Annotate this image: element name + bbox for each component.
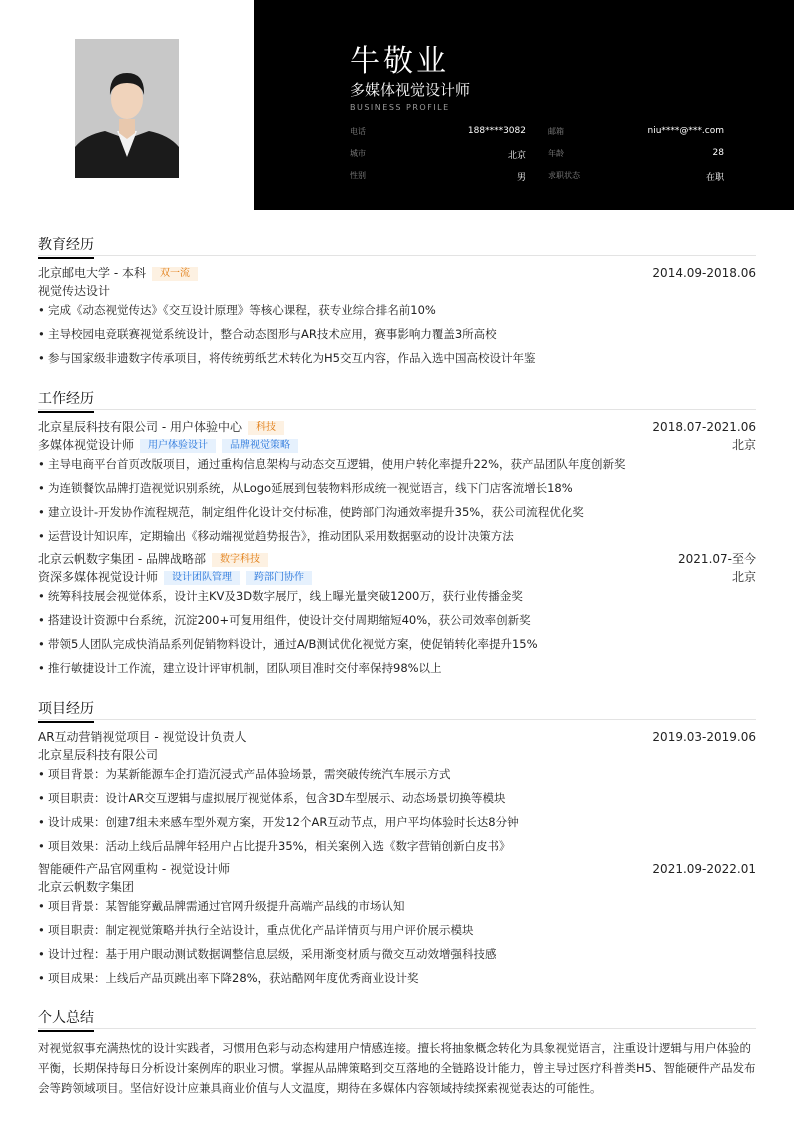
bullet-dot: • bbox=[38, 351, 45, 365]
bullet-text: 项目职责：制定视觉策略并执行全站设计，重点优化产品详情页与用户评价展示模块 bbox=[48, 923, 474, 937]
bullet-text: 为连锁餐饮品牌打造视觉识别系统，从Logo延展到包装物料形成统一视觉语言，线下门店客流增长18% bbox=[48, 481, 573, 495]
project-org: 北京云帆数字集团 bbox=[38, 880, 135, 894]
bullet-text: 项目效果：活动上线后品牌年轻用户占比提升35%，相关案例入选《数字营销创新白皮书》 bbox=[48, 839, 511, 853]
job-city: 北京 bbox=[731, 438, 756, 452]
bullet-text: 主导电商平台首页改版项目，通过重构信息架构与动态交互逻辑，使用户转化率提升22%，获产品团队年度创新奖 bbox=[48, 457, 626, 471]
job-city: 北京 bbox=[731, 570, 756, 584]
bullet-dot: • bbox=[38, 839, 45, 853]
bullet-text: 完成《动态视觉传达》《交互设计原理》等核心课程，获专业综合排名前10% bbox=[48, 303, 436, 317]
school-name: 北京邮电大学 - 本科 bbox=[38, 266, 146, 280]
info-value: 28 bbox=[712, 148, 724, 158]
job-role-row bbox=[38, 437, 756, 453]
bullet-dot: • bbox=[38, 529, 45, 543]
bullet-text: 设计成果：创建7组未来感车型外观方案，开发12个AR互动节点，用户平均体验时长达8分钟 bbox=[48, 815, 519, 829]
bullet-dot: • bbox=[38, 971, 45, 985]
bullet-text: 项目背景：为某新能源车企打造沉浸式产品体验场景，需突破传统汽车展示方式 bbox=[48, 767, 451, 781]
section-title-projects bbox=[38, 698, 94, 718]
info-value: 北京 bbox=[507, 151, 526, 161]
bullet-dot: • bbox=[38, 327, 45, 341]
section-title-text: 项目经历 bbox=[38, 701, 94, 717]
section-title-work bbox=[38, 388, 94, 408]
education-header bbox=[38, 265, 756, 281]
bullet-dot: • bbox=[38, 613, 45, 627]
company-name: 北京云帆数字集团 - 品牌战略部 bbox=[38, 552, 206, 566]
info-label: 邮箱 bbox=[548, 127, 564, 136]
job-title: 多媒体视觉设计师 bbox=[350, 81, 471, 99]
section-title-education bbox=[38, 234, 94, 254]
info-status bbox=[548, 170, 724, 184]
education-major-row bbox=[38, 283, 756, 299]
project-header bbox=[38, 729, 756, 745]
info-label: 年龄 bbox=[548, 149, 564, 158]
info-label: 性别 bbox=[350, 171, 366, 180]
bullet-dot: • bbox=[38, 661, 45, 675]
company-tag: 数字科技 bbox=[212, 553, 268, 567]
role-tag: 用户体验设计 bbox=[140, 439, 216, 453]
bullet-dot: • bbox=[38, 303, 45, 317]
section-title-summary bbox=[38, 1007, 94, 1027]
bullet-text: 项目职责：设计AR交互逻辑与虚拟展厅视觉体系，包含3D车型展示、动态场景切换等模块 bbox=[48, 791, 506, 805]
bullet-text: 项目背景：某智能穿戴品牌需通过官网升级提升高端产品线的市场认知 bbox=[48, 899, 405, 913]
role-tag: 跨部门协作 bbox=[246, 571, 312, 585]
job-role-row bbox=[38, 569, 756, 585]
profile-caption: BUSINESS PROFILE bbox=[350, 103, 450, 112]
section-divider bbox=[38, 1028, 756, 1029]
section-underline bbox=[38, 1030, 94, 1032]
job-header bbox=[38, 551, 756, 567]
project-name: 智能硬件产品官网重构 - 视觉设计师 bbox=[38, 862, 230, 876]
job-date: 2021.07-至今 bbox=[678, 552, 756, 566]
job-role: 资深多媒体视觉设计师 bbox=[38, 570, 159, 584]
bullet-text: 统筹科技展会视觉体系，设计主KV及3D数字展厅，线上曝光量突破1200万，获行业传播金奖 bbox=[48, 589, 523, 603]
project-org-row bbox=[38, 879, 756, 895]
school-tag: 双一流 bbox=[152, 267, 198, 281]
info-city bbox=[350, 148, 526, 162]
role-tag: 设计团队管理 bbox=[164, 571, 240, 585]
bullet-dot: • bbox=[38, 481, 45, 495]
bullet-dot: • bbox=[38, 899, 45, 913]
header-panel bbox=[254, 0, 794, 210]
section-underline bbox=[38, 257, 94, 259]
bullet-text: 推行敏捷设计工作流，建立设计评审机制，团队项目准时交付率保持98%以上 bbox=[48, 661, 442, 675]
bullet-text: 主导校园电竞联赛视觉系统设计，整合动态图形与AR技术应用，赛事影响力覆盖3所高校 bbox=[48, 327, 497, 341]
bullet-text: 参与国家级非遗数字传承项目，将传统剪纸艺术转化为H5交互内容，作品入选中国高校设计年鉴 bbox=[48, 351, 536, 365]
bullet-text: 运营设计知识库，定期输出《移动端视觉趋势报告》，推动团队采用数据驱动的设计决策方法 bbox=[48, 529, 514, 543]
section-title-text: 教育经历 bbox=[38, 237, 94, 253]
job-role: 多媒体视觉设计师 bbox=[38, 438, 135, 452]
bullet-text: 项目成果：上线后产品页跳出率下降28%，获站酷网年度优秀商业设计奖 bbox=[48, 971, 419, 985]
job-header bbox=[38, 419, 756, 435]
info-label: 求职状态 bbox=[548, 171, 580, 180]
job-date: 2018.07-2021.06 bbox=[652, 420, 756, 434]
candidate-name: 牛敬业 bbox=[350, 44, 449, 79]
project-date: 2021.09-2022.01 bbox=[652, 862, 756, 876]
info-label: 城市 bbox=[350, 149, 366, 158]
project-header bbox=[38, 861, 756, 877]
bullet-dot: • bbox=[38, 457, 45, 471]
major: 视觉传达设计 bbox=[38, 284, 111, 298]
bullet-dot: • bbox=[38, 589, 45, 603]
bullet-text: 设计过程：基于用户眼动测试数据调整信息层级，采用渐变材质与微交互动效增强科技感 bbox=[48, 947, 497, 961]
info-email bbox=[548, 126, 724, 140]
section-divider bbox=[38, 719, 756, 720]
bullet-text: 建立设计-开发协作流程规范，制定组件化设计交付标准，使跨部门沟通效率提升35%，获公司流程优化奖 bbox=[48, 505, 584, 519]
education-date: 2014.09-2018.06 bbox=[652, 266, 756, 280]
company-tag: 科技 bbox=[248, 421, 284, 435]
bullet-dot: • bbox=[38, 947, 45, 961]
bullet-dot: • bbox=[38, 791, 45, 805]
project-date: 2019.03-2019.06 bbox=[652, 730, 756, 744]
bullet-dot: • bbox=[38, 505, 45, 519]
bullet-dot: • bbox=[38, 815, 45, 829]
info-value: 188****3082 bbox=[467, 126, 526, 136]
info-value: 在职 bbox=[705, 173, 724, 183]
info-gender bbox=[350, 170, 526, 184]
section-underline bbox=[38, 721, 94, 723]
section-divider bbox=[38, 409, 756, 410]
profile-photo bbox=[75, 39, 179, 178]
bullet-text: 搭建设计资源中台系统，沉淀200+可复用组件，使设计交付周期缩短40%，获公司效率创新奖 bbox=[48, 613, 531, 627]
section-title-text: 个人总结 bbox=[38, 1010, 94, 1026]
info-label: 电话 bbox=[350, 127, 366, 136]
bullet-dot: • bbox=[38, 637, 45, 651]
project-org-row bbox=[38, 747, 756, 763]
section-underline bbox=[38, 411, 94, 413]
company-name: 北京星辰科技有限公司 - 用户体验中心 bbox=[38, 420, 242, 434]
info-age bbox=[548, 148, 724, 162]
bullet-dot: • bbox=[38, 767, 45, 781]
bullet-text: 带领5人团队完成快消品系列促销物料设计，通过A/B测试优化视觉方案，使促销转化率提升15% bbox=[48, 637, 538, 651]
section-title-text: 工作经历 bbox=[38, 391, 94, 407]
bullet-dot: • bbox=[38, 923, 45, 937]
summary-text: 对视觉叙事充满热忱的设计实践者，习惯用色彩与动态构建用户情感连接。擅长将抽象概念转化为具象视觉语言，注重设计逻辑与用户体验的平衡，长期保持每日分析设计案例库的职业习惯。掌握从品牌策略到交互落地的全链路设计能力，曾主导过医疗科普类H5、智能硬件产品发布会等跨领域项目。坚信好设计应兼具商业价值与人文温度，期待在多媒体内容领域持续探索视觉表达的可能性。 bbox=[38, 1041, 756, 1095]
info-phone bbox=[350, 126, 526, 140]
info-value: niu****@***.com bbox=[647, 126, 724, 136]
project-name: AR互动营销视觉项目 - 视觉设计负责人 bbox=[38, 730, 247, 744]
info-value: 男 bbox=[516, 173, 526, 183]
project-org: 北京星辰科技有限公司 bbox=[38, 748, 159, 762]
role-tag: 品牌视觉策略 bbox=[222, 439, 298, 453]
section-divider bbox=[38, 255, 756, 256]
